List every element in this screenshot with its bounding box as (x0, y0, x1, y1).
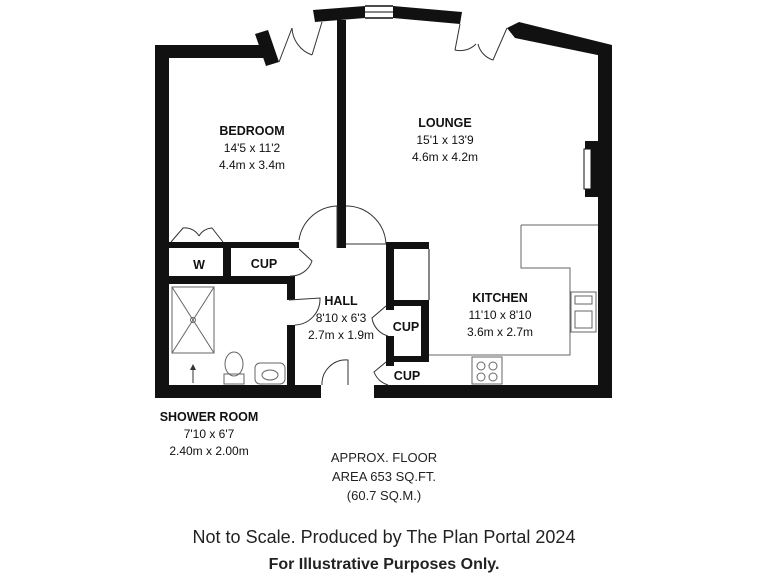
lounge-imperial: 15'1 x 13'9 (416, 133, 474, 147)
hob-ring-icon (477, 373, 485, 381)
door-bedroom-top (279, 28, 312, 62)
area-summary (331, 450, 437, 503)
door-lounge-b (478, 28, 507, 60)
area-line1: APPROX. FLOOR (330, 450, 438, 465)
wall-shower-top (169, 276, 289, 284)
sink-drainer-icon (575, 296, 592, 304)
wall-bedroom-top (155, 45, 267, 58)
wall-cup1-top (223, 242, 299, 248)
wall-bottom-right (374, 385, 612, 398)
wall-lounge-top-east (507, 22, 612, 58)
door-lounge-a (455, 24, 476, 51)
basin (255, 363, 285, 384)
bedroom-metric: 4.4m x 3.4m (218, 158, 286, 172)
hall-metric: 2.7m x 1.9m (307, 328, 375, 342)
hob-ring-icon (489, 362, 497, 370)
arrow-head-icon (190, 364, 196, 370)
footer-line1: Not to Scale. Produced by The Plan Portal 2024 (192, 527, 576, 547)
area-line2: AREA 653 SQ.FT. (331, 469, 437, 484)
lounge-metric: 4.6m x 4.2m (411, 150, 479, 164)
cup3-label: CUP (393, 369, 421, 383)
footer-line2: For Illustrative Purposes Only. (268, 556, 500, 573)
area-line3: (60.7 SQ.M.) (346, 488, 422, 503)
wall-cup-right (421, 300, 429, 362)
cup1-label: CUP (250, 257, 278, 271)
kitchen-name: KITCHEN (472, 291, 528, 305)
hob (472, 357, 502, 384)
basin-bowl-icon (262, 370, 278, 380)
wall-lounge-top-right (393, 6, 462, 24)
wall-left (155, 45, 169, 398)
wall-lounge-top-left (313, 6, 365, 22)
door-hall-bedroom (299, 206, 337, 248)
shower-name: SHOWER ROOM (159, 410, 259, 424)
fireplace-hearth (584, 149, 591, 189)
door-entrance (322, 360, 348, 385)
wall-hall-right-a (386, 242, 394, 310)
walls (155, 6, 612, 398)
fixtures (172, 225, 598, 384)
toilet-bowl-icon (225, 352, 243, 376)
lounge-name: LOUNGE (418, 116, 472, 130)
wall-shower-right-b (287, 325, 295, 385)
shower-metric: 2.40m x 2.00m (169, 444, 249, 458)
wall-bottom-left (155, 385, 321, 398)
wall-right (598, 45, 612, 398)
bedroom-name: BEDROOM (219, 124, 285, 138)
shower-imperial: 7'10 x 6'7 (183, 427, 235, 441)
kitchen-metric: 3.6m x 2.7m (466, 325, 534, 339)
wall-partition-center (337, 20, 346, 248)
kitchen-imperial: 11'10 x 8'10 (468, 308, 532, 322)
door-cup1 (290, 249, 312, 276)
door-wardrobe-b (199, 228, 223, 242)
wardrobe-label: W (193, 258, 205, 272)
hob-ring-icon (477, 362, 485, 370)
hob-ring-icon (489, 373, 497, 381)
wall-shower-right-a (287, 276, 295, 300)
door-hall-lounge (346, 206, 386, 244)
hall-imperial: 8'10 x 6'3 (315, 311, 367, 325)
footer (193, 527, 576, 573)
cup2-label: CUP (392, 320, 420, 334)
sink-bowl-icon (575, 311, 592, 328)
room-labels (160, 116, 533, 458)
door-bedroom-leaf (312, 22, 322, 55)
door-cup3 (374, 362, 388, 385)
bedroom-imperial: 14'5 x 11'2 (223, 141, 281, 155)
wall-wardrobe-top (169, 242, 223, 248)
door-wardrobe-a (171, 228, 199, 242)
hall-name: HALL (324, 294, 358, 308)
door-cup2 (372, 306, 388, 336)
